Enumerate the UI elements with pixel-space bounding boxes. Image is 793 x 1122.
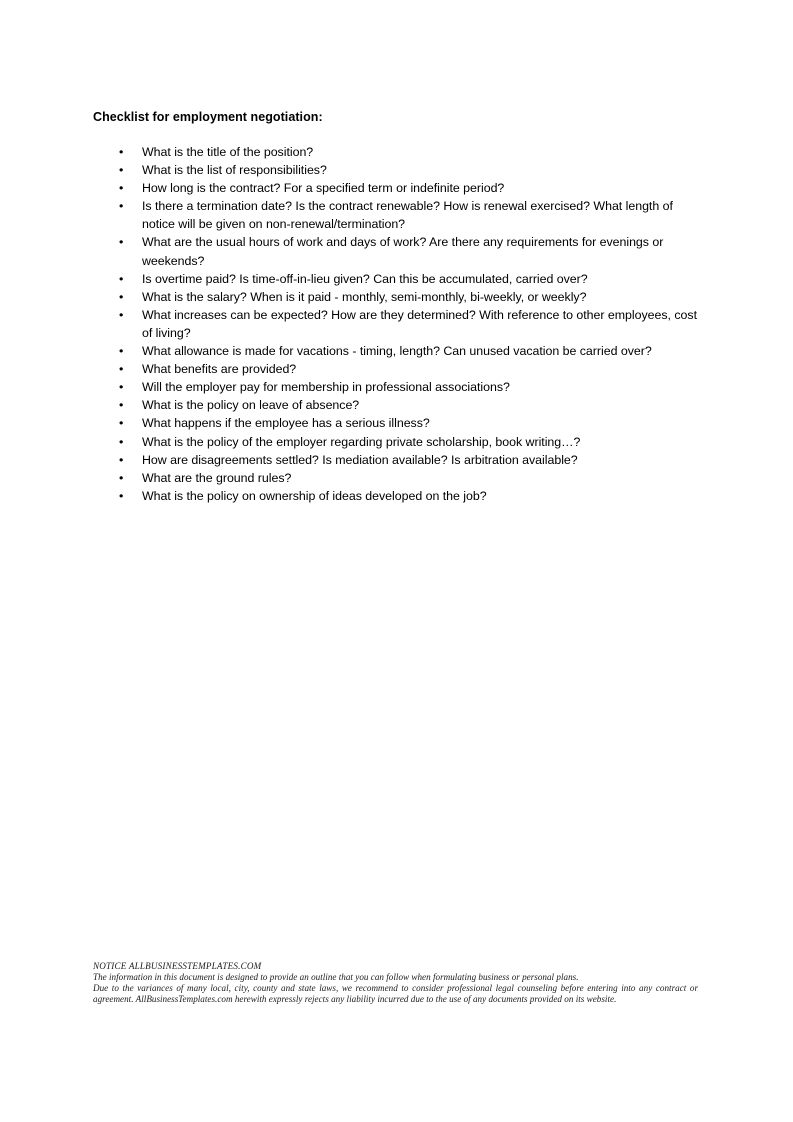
list-item bbox=[112, 433, 702, 451]
bullet-icon: • bbox=[119, 199, 124, 214]
bullet-icon: • bbox=[119, 416, 124, 431]
list-item bbox=[112, 270, 702, 288]
checklist bbox=[112, 143, 702, 505]
list-item bbox=[112, 288, 702, 306]
bullet-icon: • bbox=[119, 488, 124, 503]
bullet-icon: • bbox=[119, 289, 124, 304]
list-item bbox=[112, 414, 702, 432]
bullet-icon: • bbox=[119, 163, 124, 178]
list-item-text: How long is the contract? For a specified term or indefinite period? bbox=[142, 181, 505, 196]
list-item-text: What are the usual hours of work and days of work? Are there any requirements for evenings or weekends? bbox=[142, 235, 664, 268]
list-item bbox=[112, 197, 702, 233]
bullet-icon: • bbox=[119, 380, 124, 395]
list-item bbox=[112, 360, 702, 378]
list-item bbox=[112, 233, 702, 269]
list-item-text: What benefits are provided? bbox=[142, 362, 297, 377]
list-item-text: What is the list of responsibilities? bbox=[142, 163, 327, 178]
bullet-icon: • bbox=[119, 235, 124, 250]
bullet-icon: • bbox=[119, 434, 124, 449]
list-item bbox=[112, 469, 702, 487]
list-item-text: What is the title of the position? bbox=[142, 145, 314, 159]
page-title: Checklist for employment negotiation: bbox=[93, 110, 323, 124]
list-item bbox=[112, 143, 702, 161]
list-item-text: Will the employer pay for membership in professional associations? bbox=[142, 380, 510, 395]
list-item bbox=[112, 179, 702, 197]
list-item-text: What allowance is made for vacations - timing, length? Can unused vacation be carried over? bbox=[142, 344, 652, 359]
list-item-text: Is there a termination date? Is the contract renewable? How is renewal exercised? What length of notice will be given on non-renewal/termination? bbox=[142, 199, 673, 232]
bullet-icon: • bbox=[119, 181, 124, 196]
list-item-text: What increases can be expected? How are they determined? With reference to other employees, cost of living? bbox=[142, 307, 697, 340]
notice-paragraph: Due to the variances of many local, city, county and state laws, we recommend to consider professional legal counseling before entering into any contract or agreement. AllBusinessTemplates.com herewith expressly rejects any liability incurred due to the use of any documents provided on its website. bbox=[93, 983, 698, 1005]
list-item-text: What is the policy on ownership of ideas developed on the job? bbox=[142, 488, 487, 503]
bullet-icon: • bbox=[119, 145, 124, 159]
footer-notice bbox=[93, 961, 698, 1005]
bullet-icon: • bbox=[119, 452, 124, 467]
bullet-icon: • bbox=[119, 398, 124, 413]
list-item-text: What are the ground rules? bbox=[142, 470, 292, 485]
list-item bbox=[112, 161, 702, 179]
list-item bbox=[112, 342, 702, 360]
bullet-icon: • bbox=[119, 307, 124, 322]
list-item bbox=[112, 487, 702, 505]
bullet-icon: • bbox=[119, 362, 124, 377]
bullet-icon: • bbox=[119, 271, 124, 286]
bullet-icon: • bbox=[119, 470, 124, 485]
notice-title: NOTICE ALLBUSINESSTEMPLATES.COM bbox=[93, 961, 262, 971]
list-item bbox=[112, 306, 702, 342]
list-item-text: What happens if the employee has a serious illness? bbox=[142, 416, 430, 431]
bullet-icon: • bbox=[119, 344, 124, 359]
list-item-text: What is the salary? When is it paid - monthly, semi-monthly, bi-weekly, or weekly? bbox=[142, 289, 587, 304]
list-item-text: What is the policy of the employer regarding private scholarship, book writing…? bbox=[142, 434, 581, 449]
list-item-text: How are disagreements settled? Is mediation available? Is arbitration available? bbox=[142, 452, 578, 467]
list-item-text: What is the policy on leave of absence? bbox=[142, 398, 360, 413]
notice-body bbox=[93, 972, 698, 1005]
notice-paragraph: The information in this document is designed to provide an outline that you can follow when formulating business or personal plans. bbox=[93, 972, 579, 983]
list-item-text: Is overtime paid? Is time-off-in-lieu given? Can this be accumulated, carried over? bbox=[142, 271, 588, 286]
list-item bbox=[112, 396, 702, 414]
list-item bbox=[112, 378, 702, 396]
list-item bbox=[112, 451, 702, 469]
